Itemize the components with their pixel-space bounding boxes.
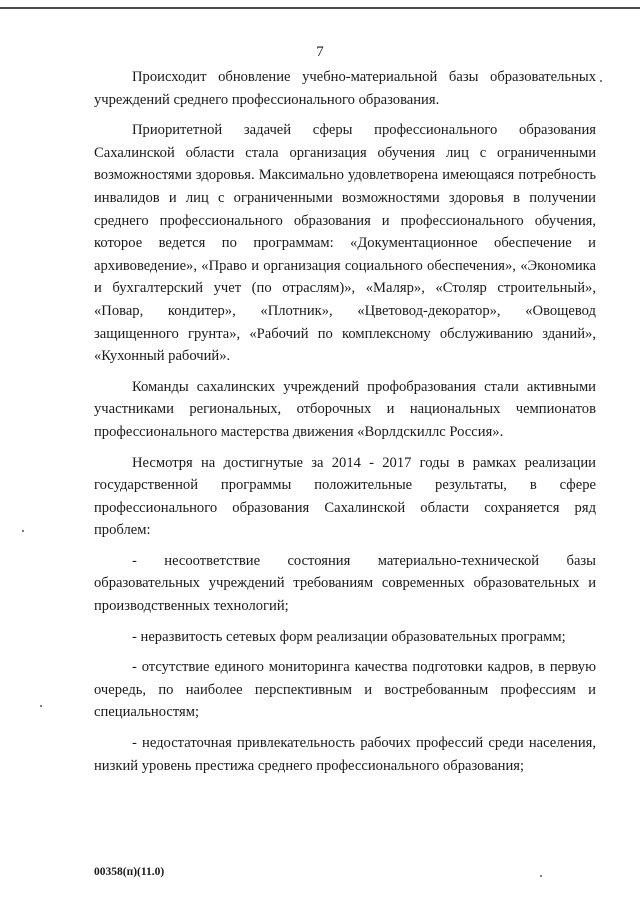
- scan-speck: [600, 80, 602, 82]
- paragraph: Команды сахалинских учреждений профобразования стали активными участниками региональных, отборочных и национальных чемпионатов профессионального мастерства движения «Ворлдскиллс Россия».: [94, 378, 596, 440]
- document-code: 00358(п)(11.0): [94, 866, 165, 878]
- paragraph: Происходит обновление учебно-материальной базы образовательных учреждений среднего профессионального образования.: [94, 69, 596, 108]
- paragraph: Несмотря на достигнутые за 2014 - 2017 годы в рамках реализации государственной программы положительные результаты, в сфере профессионального образования Сахалинской области сохраняется ряд проблем:: [94, 454, 596, 539]
- list-item: - недостаточная привлекательность рабочих профессий среди населения, низкий уровень престижа среднего профессионального образования;: [94, 735, 596, 774]
- list-item: - отсутствие единого мониторинга качества подготовки кадров, в первую очередь, по наиболее перспективным и востребованным профессиям и специальностям;: [94, 659, 596, 721]
- page-number: 7: [316, 44, 324, 60]
- paragraph: Приоритетной задачей сферы профессионального образования Сахалинской области стала организация обучения лиц с ограниченными возможностями здоровья. Максимально удовлетворена имеющаяся потребность инвалидов и лиц с ограниченными возможностями здоровья в получении среднего профессионального образования и профессионального обучения, которое ведется по программам: «Документационное обеспечение и архивоведение», «Право и организация социального обеспечения», «Экономика и бухгалтерский учет (по отраслям)», «Маляр», «Столяр строительный», «Повар, кондитер», «Плотник», «Цветовод-декоратор», «Овощевод защищенного грунта», «Рабочий по комплексному обслуживанию зданий», «Кухонный рабочий».: [94, 122, 596, 365]
- scan-speck: [22, 530, 24, 532]
- top-scan-line: [0, 7, 640, 9]
- scan-speck: [540, 875, 542, 877]
- scan-speck: [40, 705, 42, 707]
- document-body: [94, 66, 596, 785]
- list-item: - неразвитость сетевых форм реализации образовательных программ;: [132, 628, 566, 645]
- list-item: - несоответствие состояния материально-технической базы образовательных учреждений требованиям современных образовательных и производственных технологий;: [94, 552, 596, 615]
